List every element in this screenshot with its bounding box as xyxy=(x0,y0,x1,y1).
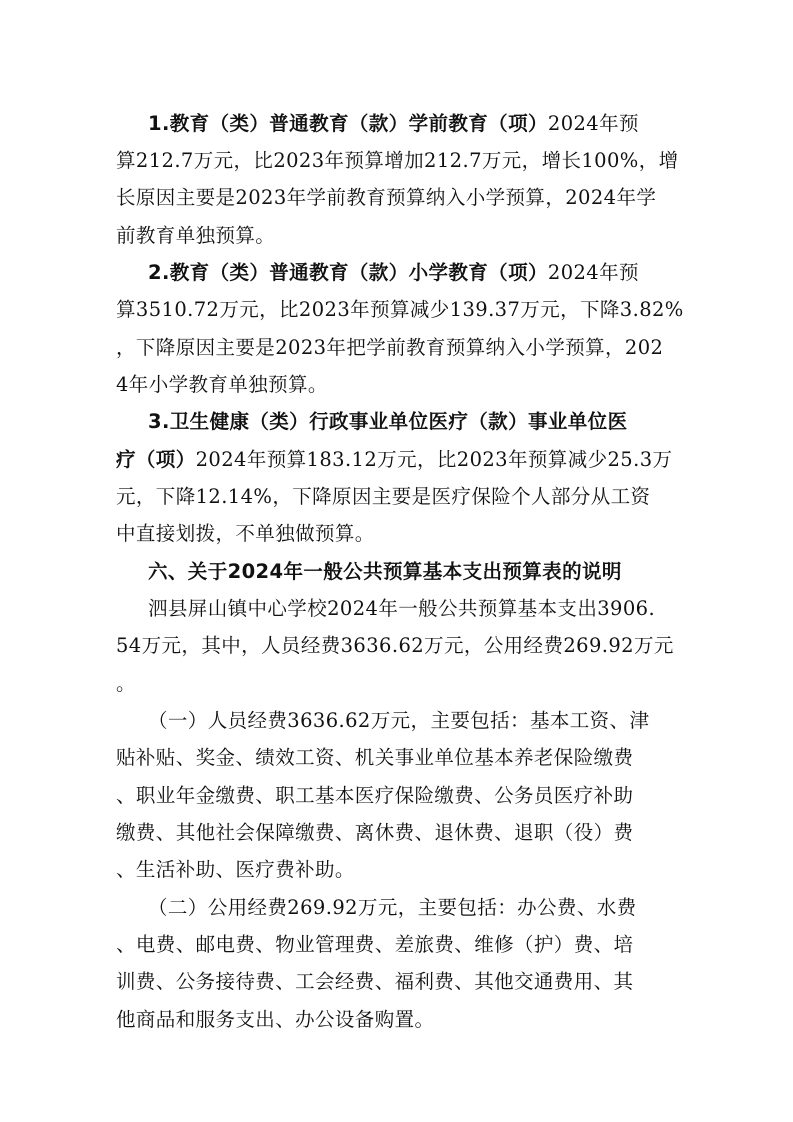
item-3-line-3: 元，下降12.14%，下降原因主要是医疗保险个人部分从工资 xyxy=(116,485,651,508)
item-1-heading: 1.教育（类）普通教育（款）学前教育（项） xyxy=(148,112,548,135)
item-2-line-1-rest: 2024年预 xyxy=(547,261,639,284)
item-3-line-2 xyxy=(116,448,672,472)
public-line-4: 他商品和服务支出、办公设备购置。 xyxy=(116,1008,435,1031)
personnel-line-3: 、职业年金缴费、职工基本医疗保险缴费、公务员医疗补助 xyxy=(116,784,634,807)
item-2-line-3: ，下降原因主要是2023年把学前教育预算纳入小学预算，202 xyxy=(116,336,664,359)
item-2-line-4: 4年小学教育单独预算。 xyxy=(116,373,328,396)
item-3-heading-cont: 疗（项） xyxy=(116,448,196,471)
item-3-heading: 3.卫生健康（类）行政事业单位医疗（款）事业单位医 xyxy=(148,410,628,433)
personnel-line-2: 贴补贴、奖金、绩效工资、机关事业单位基本养老保险缴费 xyxy=(116,746,634,769)
item-1-line-2: 算212.7万元，比2023年预算增加212.7万元，增长100%，增 xyxy=(116,149,679,172)
summary-line-2: 54万元，其中，人员经费3636.62万元，公用经费269.92万元 xyxy=(116,634,674,657)
public-line-3: 训费、公务接待费、工会经费、福利费、其他交通费用、其 xyxy=(116,970,634,993)
personnel-line-1: （一）人员经费3636.62万元，主要包括：基本工资、津 xyxy=(148,709,650,732)
item-2-line-1 xyxy=(148,261,639,285)
summary-line-1: 泗县屏山镇中心学校2024年一般公共预算基本支出3906. xyxy=(148,597,656,620)
item-1-line-1-rest: 2024年预 xyxy=(547,112,639,135)
item-2-line-2: 算3510.72万元，比2023年预算减少139.37万元，下降3.82% xyxy=(116,298,684,321)
personnel-line-5: 、生活补助、医疗费补助。 xyxy=(116,858,355,881)
item-1-line-1 xyxy=(148,112,639,136)
public-line-1: （二）公用经费269.92万元，主要包括：办公费、水费 xyxy=(148,896,637,919)
public-line-2: 、电费、邮电费、物业管理费、差旅费、维修（护）费、培 xyxy=(116,933,634,956)
item-3-line-4: 中直接划拨，不单独做预算。 xyxy=(116,522,375,545)
item-1-line-4: 前教育单独预算。 xyxy=(116,224,276,247)
item-2-heading: 2.教育（类）普通教育（款）小学教育（项） xyxy=(148,261,548,284)
summary-line-3: 。 xyxy=(116,672,136,695)
personnel-line-4: 缴费、其他社会保障缴费、离休费、退休费、退职（役）费 xyxy=(116,821,634,844)
item-3-line-2-rest: 2024年预算183.12万元，比2023年预算减少25.3万 xyxy=(195,448,673,471)
item-1-line-3: 长原因主要是2023年学前教育预算纳入小学预算，2024年学 xyxy=(116,186,657,209)
section-title: 六、关于2024年一般公共预算基本支出预算表的说明 xyxy=(148,560,622,583)
